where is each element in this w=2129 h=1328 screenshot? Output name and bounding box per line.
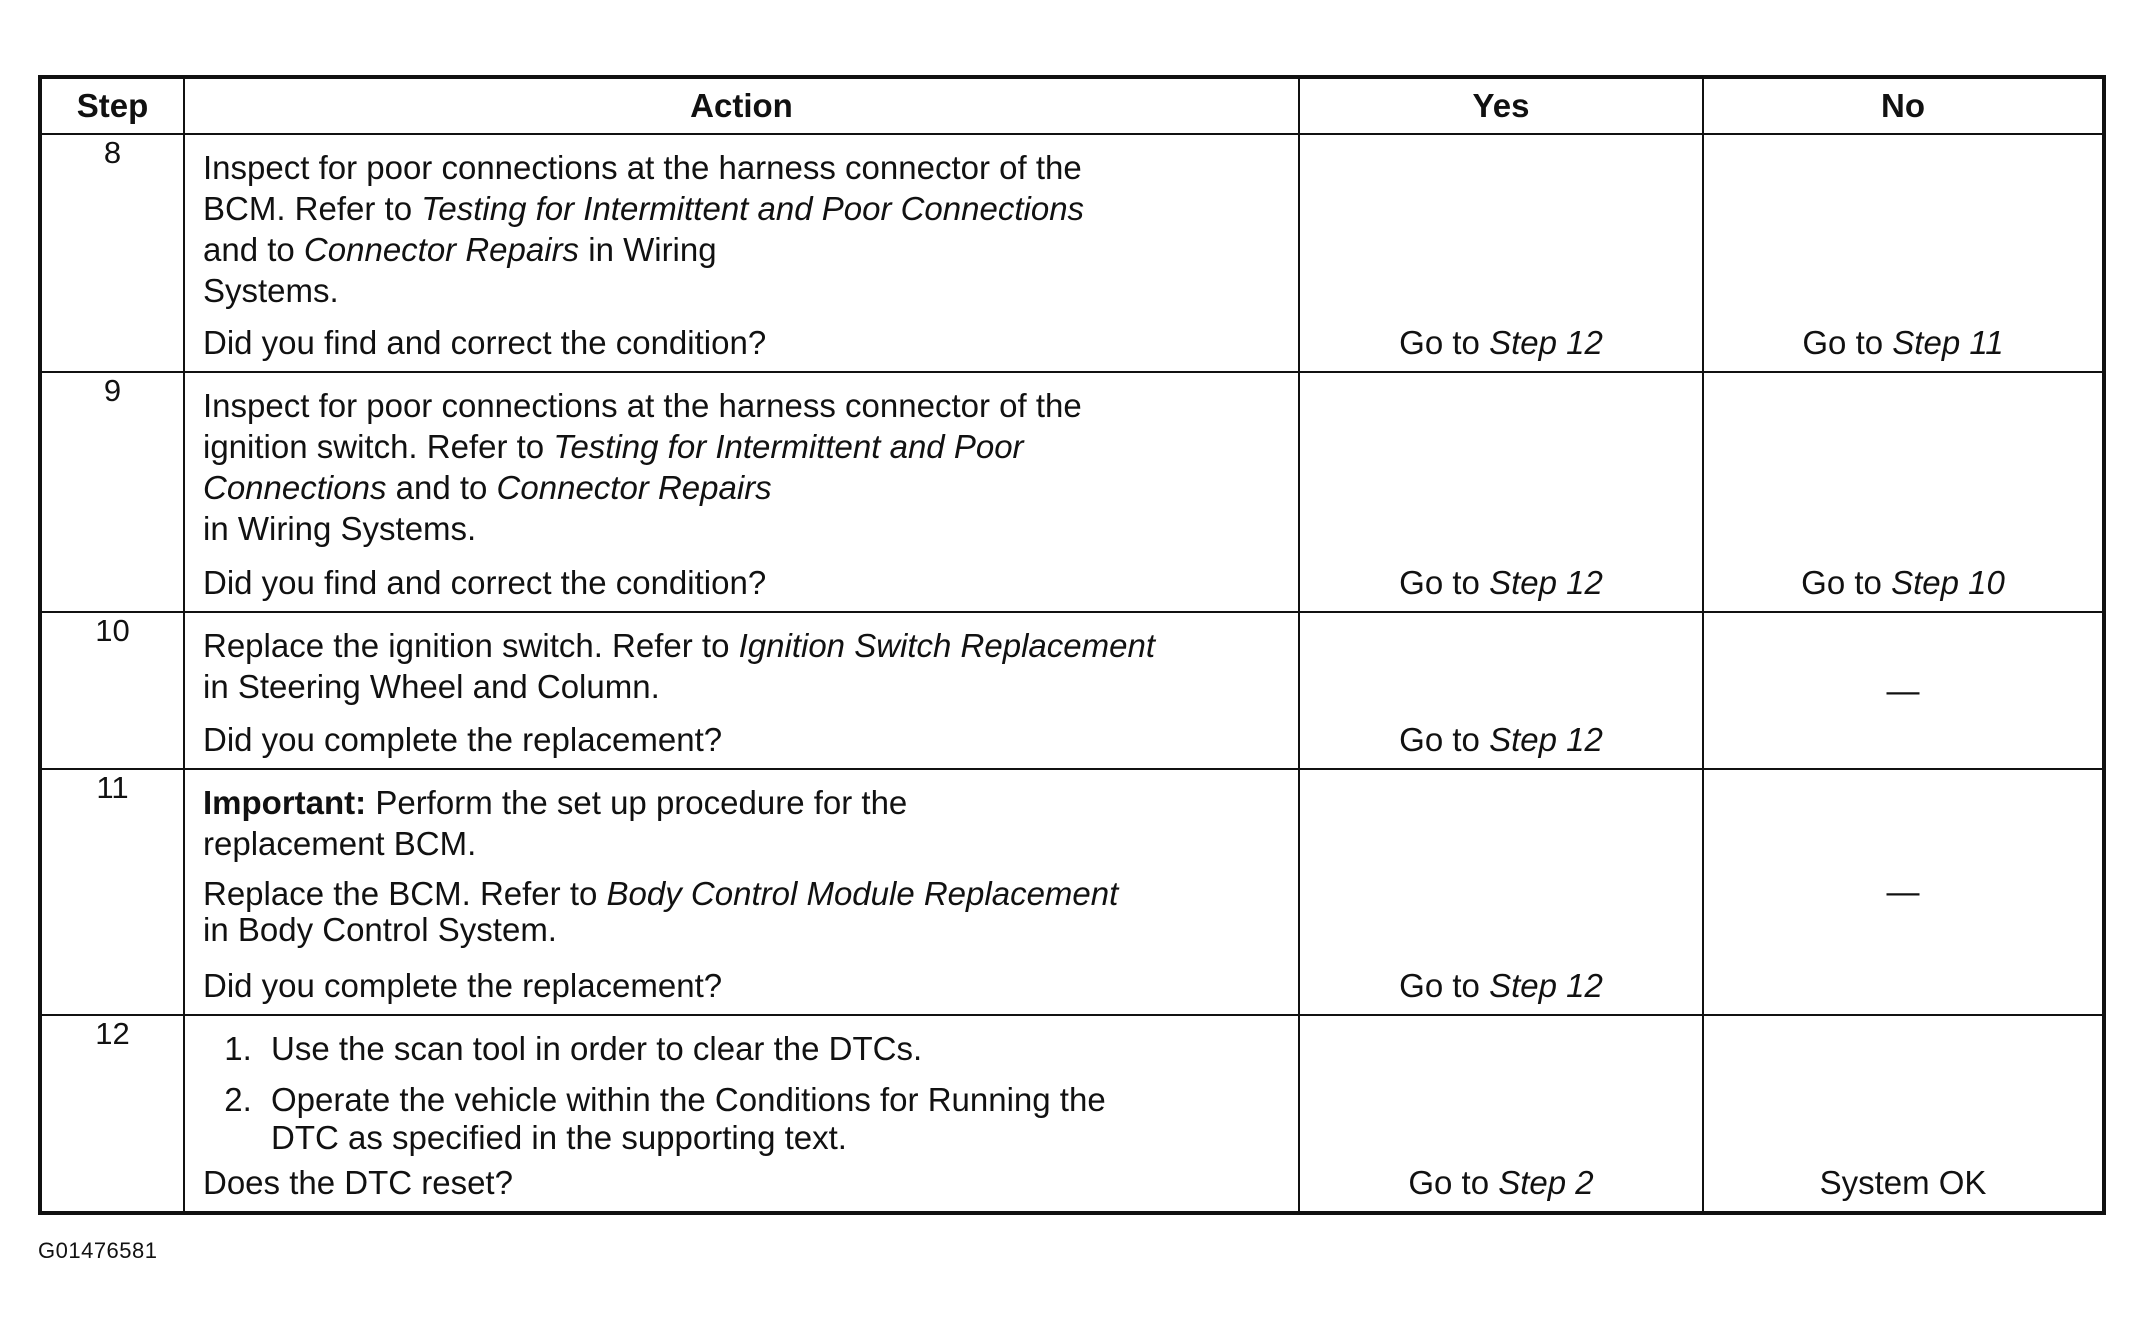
action-text — [185, 613, 1298, 707]
action-cell — [184, 1015, 1299, 1213]
procedure-list — [203, 1028, 1280, 1157]
step-number: 9 — [40, 372, 184, 612]
action-line: replacement BCM. — [203, 824, 477, 862]
header-action: Action — [184, 77, 1299, 134]
reference-link[interactable]: Body Control Module Replacement — [606, 874, 1119, 912]
yes-cell — [1299, 372, 1703, 612]
question-text: Did you complete the replacement? — [203, 966, 723, 1004]
action-line: Systems. — [203, 272, 339, 309]
action-cell — [184, 769, 1299, 1015]
action-line: Important: Perform the set up procedure for the — [203, 783, 908, 821]
action-line: in Body Control System. — [203, 910, 557, 948]
action-line: in Wiring Systems. — [203, 510, 477, 548]
no-cell — [1703, 372, 2104, 612]
action-line: in Steering Wheel and Column. — [203, 668, 660, 706]
important-label: Important: — [203, 783, 367, 821]
action-text — [185, 373, 1298, 549]
yes-cell — [1299, 134, 1703, 372]
no-cell — [1703, 769, 2104, 1015]
yes-result[interactable]: Go to Step 2 — [1408, 1164, 1594, 1201]
action-line: BCM. Refer to Testing for Intermittent and Poor Connections — [203, 190, 1085, 227]
yes-cell — [1299, 612, 1703, 768]
yes-cell — [1299, 769, 1703, 1015]
yes-result[interactable]: Go to Step 12 — [1399, 720, 1603, 758]
no-result-dash: — — [1886, 671, 1920, 709]
no-result-dash: — — [1886, 872, 1920, 910]
action-text — [185, 770, 1298, 948]
list-item: 2. Operate the vehicle within the Conditions for Running the DTC as specified in the supporting text. — [261, 1081, 1280, 1157]
yes-result[interactable]: Go to Step 12 — [1399, 564, 1603, 602]
action-line: and to Connector Repairs in Wiring — [203, 231, 717, 268]
action-cell — [184, 134, 1299, 372]
yes-result[interactable]: Go to Step 12 — [1399, 324, 1603, 362]
action-line: Replace the BCM. Refer to Body Control Module Replacement — [203, 874, 1119, 912]
list-item: 1. Use the scan tool in order to clear the DTCs. — [261, 1028, 1280, 1069]
table-row — [40, 134, 2104, 372]
no-cell — [1703, 612, 2104, 768]
action-cell — [184, 612, 1299, 768]
reference-link[interactable]: Connections — [203, 469, 387, 507]
no-cell — [1703, 1015, 2104, 1213]
action-line: Inspect for poor connections at the harness connector of the — [203, 387, 1082, 425]
no-result: System OK — [1819, 1164, 1987, 1201]
table-row — [40, 769, 2104, 1015]
action-cell — [184, 372, 1299, 612]
table-row — [40, 1015, 2104, 1213]
action-text — [185, 1016, 1298, 1157]
reference-link[interactable]: Testing for Intermittent and Poor — [553, 428, 1024, 466]
step-number: 11 — [40, 769, 184, 1015]
no-cell — [1703, 134, 2104, 372]
action-paragraph — [203, 385, 1280, 549]
table-row — [40, 372, 2104, 612]
header-row — [40, 77, 2104, 134]
action-line: ignition switch. Refer to Testing for Intermittent and Poor — [203, 428, 1024, 466]
question-text: Did you find and correct the condition? — [203, 324, 767, 362]
reference-link[interactable]: Connector Repairs — [303, 231, 580, 268]
action-line: Replace the ignition switch. Refer to Ignition Switch Replacement — [203, 627, 1155, 665]
reference-link[interactable]: Connector Repairs — [496, 469, 772, 507]
step-number: 10 — [40, 612, 184, 768]
action-paragraph — [203, 876, 1280, 948]
question-text: Did you find and correct the condition? — [203, 564, 767, 602]
reference-link[interactable]: Testing for Intermittent and Poor Connections — [421, 190, 1085, 227]
step-number: 8 — [40, 134, 184, 372]
action-line: Connections and to Connector Repairs — [203, 469, 772, 507]
yes-result[interactable]: Go to Step 12 — [1399, 966, 1603, 1004]
no-result[interactable]: Go to Step 11 — [1802, 324, 2004, 362]
action-paragraph — [203, 625, 1280, 707]
header-no: No — [1703, 77, 2104, 134]
header-step: Step — [40, 77, 184, 134]
action-text — [185, 135, 1298, 311]
reference-link[interactable]: Ignition Switch Replacement — [738, 627, 1155, 665]
no-result[interactable]: Go to Step 10 — [1801, 564, 2005, 602]
action-line: Inspect for poor connections at the harness connector of the — [203, 149, 1082, 186]
yes-cell — [1299, 1015, 1703, 1213]
question-text: Does the DTC reset? — [203, 1164, 513, 1201]
table-row — [40, 612, 2104, 768]
step-number: 12 — [40, 1015, 184, 1213]
header-yes: Yes — [1299, 77, 1703, 134]
question-text: Did you complete the replacement? — [203, 720, 723, 758]
diagnostic-table — [38, 75, 2106, 1215]
important-note — [203, 782, 1280, 864]
figure-id: G01476581 — [38, 1238, 158, 1263]
action-paragraph — [203, 147, 1280, 311]
